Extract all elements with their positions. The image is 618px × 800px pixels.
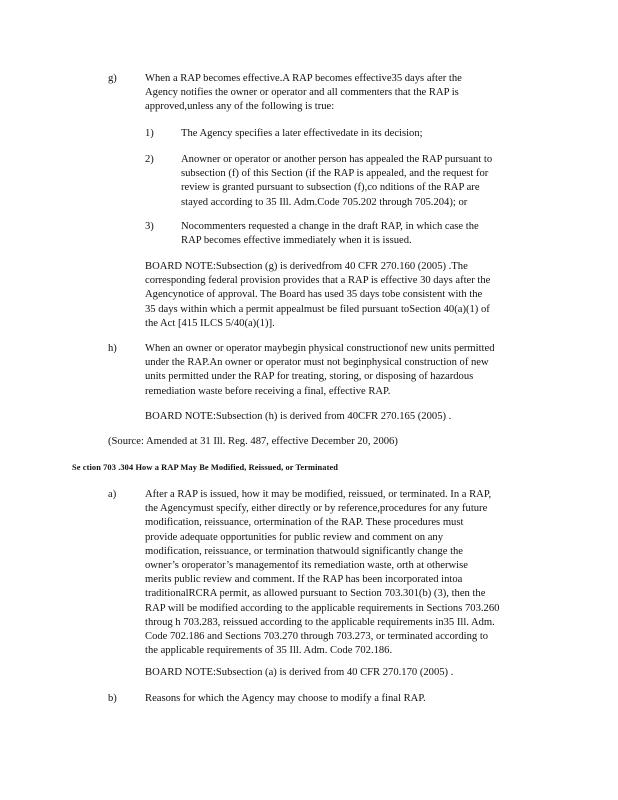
text-line: owner’s oroperator’s managementof its remediation waste, orth at otherwise	[145, 560, 468, 572]
text-line: throug h 703.283, reissued according to the applicable requirements in35 Ill. Adm.	[145, 616, 495, 628]
text-line: the Agencymust specify, either directly or by reference,procedures for any future	[145, 503, 488, 515]
text-line: When an owner or operator maybegin physical constructionof new units permitted	[145, 343, 495, 354]
text-line: When a RAP becomes effective.A RAP becomes effective35 days after the	[145, 73, 462, 84]
item-h-text	[145, 342, 535, 399]
subitem-3-text	[181, 220, 531, 248]
text-line: 35 days within which a permit appealmust be filed pursuant toSection 40(a)(1) of	[145, 303, 490, 315]
text-line: approved,unless any of the following is true:	[145, 101, 335, 113]
text-line: the applicable requirements of 35 Ill. Adm. Code 702.186.	[145, 645, 393, 657]
text-line: Code 702.186 and Sections 703.270 through 703.273, or terminated according to	[145, 631, 489, 643]
item-a-text	[145, 488, 535, 658]
text-line: merits public review and comment. If the RAP has been incorporated intoa	[145, 574, 463, 586]
item-b-marker: b)	[108, 693, 117, 704]
text-line: Nocommenters requested a change in the draft RAP, in which case the	[181, 221, 479, 232]
text-line: BOARD NOTE:Subsection (h) is derived from 40CFR 270.165 (2005) .	[145, 411, 452, 422]
text-line: Agencynotice of approval. The Board has used 35 days tobe consistent with the	[145, 289, 483, 301]
item-g-marker: g)	[108, 73, 117, 84]
item-g-text	[145, 72, 505, 115]
text-line: After a RAP is issued, how it may be modified, reissued, or terminated. In a RAP,	[145, 489, 492, 500]
item-a-marker: a)	[108, 489, 117, 500]
subitem-1-marker: 1)	[145, 128, 154, 139]
text-line: Anowner or operator or another person has appealed the RAP pursuant to	[181, 154, 493, 165]
text-line: under the RAP.An owner or operator must not beginphysical construction of new	[145, 357, 489, 369]
subitem-3-marker: 3)	[145, 221, 154, 232]
text-line: modification, reissuance, or termination thatwould significantly change the	[145, 545, 464, 557]
text-line: RAP will be modified according to the applicable requirements in Sections 703.260	[145, 602, 500, 614]
text-line: Agency notifies the owner or operator and all commenters that the RAP is	[145, 87, 459, 99]
text-line: BOARD NOTE:Subsection (g) is derivedfrom 40 CFR 270.160 (2005) .The	[145, 261, 468, 272]
subitem-2-marker: 2)	[145, 154, 154, 165]
text-line: modification, reissuance, ortermination of the RAP. These procedures must	[145, 517, 464, 529]
text-line: stayed according to 35 Ill. Adm.Code 705.202 through 705.204); or	[181, 196, 468, 208]
text-line: remediation waste before receiving a final, effective RAP.	[145, 385, 391, 397]
text-line: (Source: Amended at 31 Ill. Reg. 487, effective December 20, 2006)	[108, 436, 398, 447]
text-line: The Agency specifies a later effectivedate in its decision;	[181, 128, 423, 139]
text-line: RAP becomes effective immediately when it is issued.	[181, 235, 412, 247]
item-h-marker: h)	[108, 343, 117, 354]
subitem-2-text	[181, 153, 531, 210]
subitem-1-text	[181, 127, 531, 141]
source-note	[108, 435, 528, 449]
text-line: corresponding federal provision provides that a RAP is effective 30 days after the	[145, 275, 491, 287]
text-line: Reasons for which the Agency may choose to modify a final RAP.	[145, 693, 426, 704]
text-line: traditionalRCRA permit, as allowed pursuant to Section 703.301(b) (3), then the	[145, 588, 486, 600]
item-h-board-note	[145, 410, 535, 424]
text-line: provide adequate opportunities for public review and comment on any	[145, 531, 444, 543]
text-line: subsection (f) of this Section (if the RAP is appealed, and the request for	[181, 168, 489, 180]
item-a-board-note	[145, 666, 535, 680]
section-heading: Se ction 703 .304 How a RAP May Be Modified, Reissued, or Terminated	[72, 463, 339, 472]
text-line: review is granted pursuant to subsection (f),co nditions of the RAP are	[181, 182, 480, 194]
item-b-text	[145, 692, 535, 706]
text-line: the Act [415 ILCS 5/40(a)(1)].	[145, 317, 275, 329]
text-line: units permitted under the RAP for treating, storing, or disposing of hazardous	[145, 371, 474, 383]
text-line: BOARD NOTE:Subsection (a) is derived from 40 CFR 270.170 (2005) .	[145, 667, 454, 678]
item-g-board-note	[145, 260, 535, 331]
